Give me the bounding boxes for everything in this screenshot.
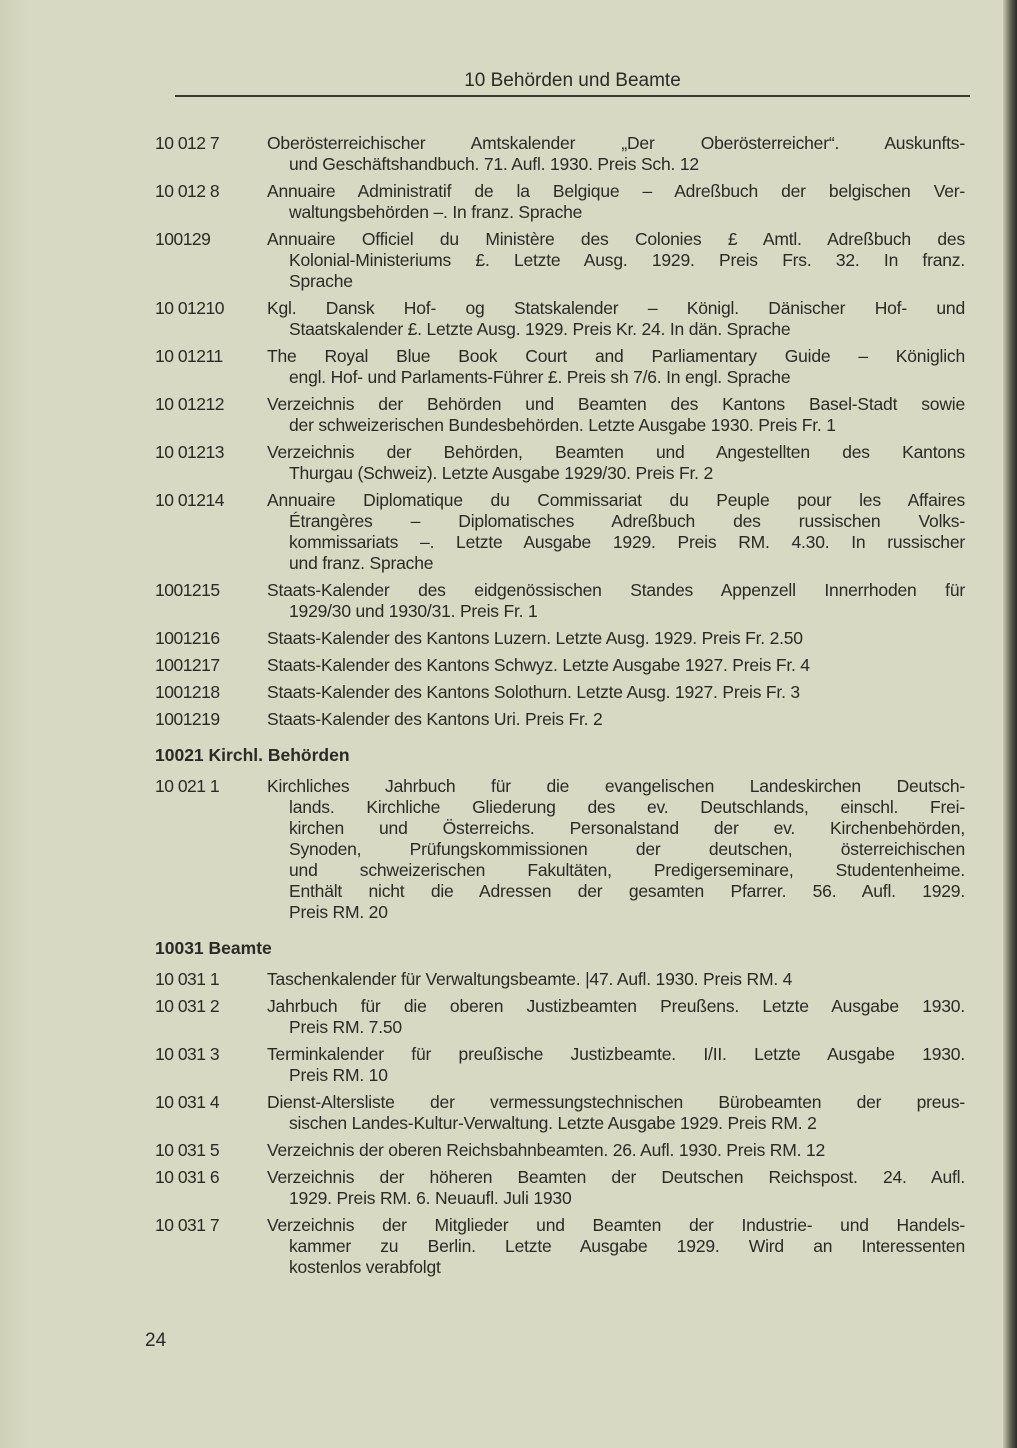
- entry-text-line: Sprache: [289, 271, 353, 291]
- entry-text: [267, 580, 965, 622]
- entry-text-line: Verzeichnis der Mitglieder und Beamten der Industrie- und Handels-: [267, 1215, 965, 1235]
- entry-text: [267, 709, 965, 730]
- entry-text-line: Annuaire Administratif de la Belgique – Adreßbuch der belgischen Ver-: [267, 181, 965, 201]
- entry-number: 10 012 8: [155, 181, 220, 201]
- entry-number: 10 01211: [155, 346, 223, 366]
- section-heading: 10031 Beamte: [155, 938, 272, 958]
- catalog-entry: [155, 580, 965, 622]
- catalog-entry: [155, 682, 965, 703]
- entry-text-line: Synoden, Prüfungskommissionen der deutschen, österreichischen: [289, 839, 965, 859]
- entry-text-line: Preis RM. 10: [289, 1065, 388, 1085]
- catalog-entry: [155, 229, 965, 292]
- entry-text-line: 1929/30 und 1930/31. Preis Fr. 1: [289, 601, 538, 621]
- catalog-content: [155, 133, 965, 1284]
- entry-text-line: Staats-Kalender des Kantons Solothurn. Letzte Ausg. 1927. Preis Fr. 3: [267, 682, 800, 702]
- page-number: 24: [145, 1330, 167, 1351]
- entry-text: [267, 969, 965, 990]
- entry-text-line: kommissariats –. Letzte Ausgabe 1929. Preis RM. 4.30. In russischer: [289, 532, 965, 552]
- catalog-entry: [155, 1167, 965, 1209]
- entry-text: [267, 1167, 965, 1209]
- entry-text-line: engl. Hof- und Parlaments-Führer £. Preis sh 7/6. In engl. Sprache: [289, 367, 791, 387]
- entry-number: 10 031 6: [155, 1167, 220, 1187]
- entry-text-line: The Royal Blue Book Court and Parliamentary Guide – Königlich: [267, 346, 965, 366]
- entry-text-line: Kirchliches Jahrbuch für die evangelischen Landeskirchen Deutsch-: [267, 776, 965, 796]
- entry-text: [267, 655, 965, 676]
- entry-text: [267, 996, 965, 1038]
- entry-text: [267, 1044, 965, 1086]
- catalog-entry: [155, 655, 965, 676]
- entry-number: 10 01212: [155, 394, 224, 414]
- entry-text-line: und schweizerischen Fakultäten, Predigerseminare, Studentenheime.: [289, 860, 965, 880]
- entry-number: 10 031 3: [155, 1044, 220, 1064]
- entry-text-line: Enthält nicht die Adressen der gesamten Pfarrer. 56. Aufl. 1929.: [289, 881, 965, 901]
- entry-text: [267, 298, 965, 340]
- catalog-section: [155, 744, 965, 923]
- entry-number: 10 031 4: [155, 1092, 220, 1112]
- entry-text-line: lands. Kirchliche Gliederung des ev. Deutschlands, einschl. Frei-: [289, 797, 965, 817]
- entry-text-line: Jahrbuch für die oberen Justizbeamten Preußens. Letzte Ausgabe 1930.: [267, 996, 965, 1016]
- entry-text: [267, 442, 965, 484]
- book-edge: [1003, 0, 1017, 1448]
- entry-text-line: Preis RM. 20: [289, 902, 388, 922]
- entry-text: [267, 394, 965, 436]
- catalog-entry: [155, 490, 965, 574]
- entry-number: 1001217: [155, 655, 220, 675]
- catalog-entry: [155, 181, 965, 223]
- catalog-entry: [155, 1215, 965, 1278]
- entry-text: [267, 1092, 965, 1134]
- entry-text: [267, 628, 965, 649]
- entry-text-line: Oberösterreichischer Amtskalender „Der Oberösterreicher“. Auskunfts-: [267, 133, 965, 153]
- entry-text-line: Thurgau (Schweiz). Letzte Ausgabe 1929/30. Preis Fr. 2: [289, 463, 714, 483]
- entry-text-line: Étrangères – Diplomatisches Adreßbuch des russischen Volks-: [289, 511, 965, 531]
- entry-text-line: Staats-Kalender des Kantons Uri. Preis Fr. 2: [267, 709, 603, 729]
- entry-text-line: waltungsbehörden –. In franz. Sprache: [289, 202, 583, 222]
- entry-text-line: Verzeichnis der oberen Reichsbahnbeamten. 26. Aufl. 1930. Preis RM. 12: [267, 1140, 826, 1160]
- entry-text-line: Kgl. Dansk Hof- og Statskalender – Königl. Dänischer Hof- und: [267, 298, 965, 318]
- catalog-entry: [155, 628, 965, 649]
- entry-number: 10 01210: [155, 298, 224, 318]
- entry-number: 10 031 5: [155, 1140, 220, 1160]
- entry-number: 1001218: [155, 682, 220, 702]
- section-heading: 10021 Kirchl. Behörden: [155, 745, 350, 765]
- catalog-entry: [155, 776, 965, 923]
- entry-number: 10 031 1: [155, 969, 220, 989]
- entry-text-line: sischen Landes-Kultur-Verwaltung. Letzte Ausgabe 1929. Preis RM. 2: [289, 1113, 817, 1133]
- catalog-entry: [155, 1140, 965, 1161]
- entry-text-line: und franz. Sprache: [289, 553, 434, 573]
- catalog-entry: [155, 346, 965, 388]
- entry-text-line: kammer zu Berlin. Letzte Ausgabe 1929. Wird an Interessenten: [289, 1236, 965, 1256]
- catalog-entry: [155, 133, 965, 175]
- entry-number: 100129: [155, 229, 211, 249]
- catalog-entry: [155, 442, 965, 484]
- entry-number: 10 01213: [155, 442, 224, 462]
- entry-text: [267, 229, 965, 292]
- header-rule: [175, 95, 970, 97]
- catalog-entry: [155, 1044, 965, 1086]
- entry-text: [267, 682, 965, 703]
- catalog-entry: [155, 709, 965, 730]
- entry-text: [267, 346, 965, 388]
- entry-text-line: Annuaire Officiel du Ministère des Colonies £ Amtl. Adreßbuch des: [267, 229, 965, 249]
- entry-text-line: Staatskalender £. Letzte Ausg. 1929. Preis Kr. 24. In dän. Sprache: [289, 319, 791, 339]
- catalog-entry: [155, 394, 965, 436]
- entry-number: 10 021 1: [155, 776, 220, 796]
- entry-text-line: Annuaire Diplomatique du Commissariat du Peuple pour les Affaires: [267, 490, 965, 510]
- entry-text-line: Preis RM. 7.50: [289, 1017, 402, 1037]
- catalog-section: [155, 937, 965, 1278]
- entry-text: [267, 181, 965, 223]
- catalog-entry: [155, 298, 965, 340]
- entry-number: 10 031 7: [155, 1215, 220, 1235]
- entry-text-line: der schweizerischen Bundesbehörden. Letzte Ausgabe 1930. Preis Fr. 1: [289, 415, 836, 435]
- entry-text: [267, 776, 965, 923]
- catalog-entry: [155, 996, 965, 1038]
- entry-text-line: Kolonial-Ministeriums £. Letzte Ausg. 1929. Preis Frs. 32. In franz.: [289, 250, 965, 270]
- catalog-section: [155, 133, 965, 730]
- entry-number: 10 012 7: [155, 133, 220, 153]
- entry-text-line: Staats-Kalender des Kantons Luzern. Letzte Ausg. 1929. Preis Fr. 2.50: [267, 628, 803, 648]
- entry-text: [267, 1140, 965, 1161]
- entry-text: [267, 133, 965, 175]
- entry-text-line: Verzeichnis der höheren Beamten der Deutschen Reichspost. 24. Aufl.: [267, 1167, 965, 1187]
- entry-number: 1001215: [155, 580, 220, 600]
- entry-number: 10 01214: [155, 490, 224, 510]
- catalog-entry: [155, 1092, 965, 1134]
- entry-text-line: Taschenkalender für Verwaltungsbeamte. |47. Aufl. 1930. Preis RM. 4: [267, 969, 793, 989]
- entry-text-line: Verzeichnis der Behörden und Beamten des Kantons Basel-Stadt sowie: [267, 394, 965, 414]
- catalog-entry: [155, 969, 965, 990]
- entry-text-line: Verzeichnis der Behörden, Beamten und Angestellten des Kantons: [267, 442, 965, 462]
- entry-text-line: Terminkalender für preußische Justizbeamte. I/II. Letzte Ausgabe 1930.: [267, 1044, 965, 1064]
- entry-number: 1001219: [155, 709, 220, 729]
- entry-text-line: kostenlos verabfolgt: [289, 1257, 441, 1277]
- running-header: 10 Behörden und Beamte: [464, 70, 681, 91]
- entry-text: [267, 1215, 965, 1278]
- entry-text-line: 1929. Preis RM. 6. Neuaufl. Juli 1930: [289, 1188, 572, 1208]
- entry-text-line: Staats-Kalender des eidgenössischen Standes Appenzell Innerrhoden für: [267, 580, 965, 600]
- entry-text-line: und Geschäftshandbuch. 71. Aufl. 1930. Preis Sch. 12: [289, 154, 699, 174]
- entry-text-line: kirchen und Österreichs. Personalstand der ev. Kirchenbehörden,: [289, 818, 965, 838]
- entry-number: 10 031 2: [155, 996, 220, 1016]
- entry-text: [267, 490, 965, 574]
- entry-text-line: Staats-Kalender des Kantons Schwyz. Letzte Ausgabe 1927. Preis Fr. 4: [267, 655, 810, 675]
- entry-text-line: Dienst-Altersliste der vermessungstechnischen Bürobeamten der preus-: [267, 1092, 965, 1112]
- page-shadow: [0, 0, 30, 1448]
- entry-number: 1001216: [155, 628, 220, 648]
